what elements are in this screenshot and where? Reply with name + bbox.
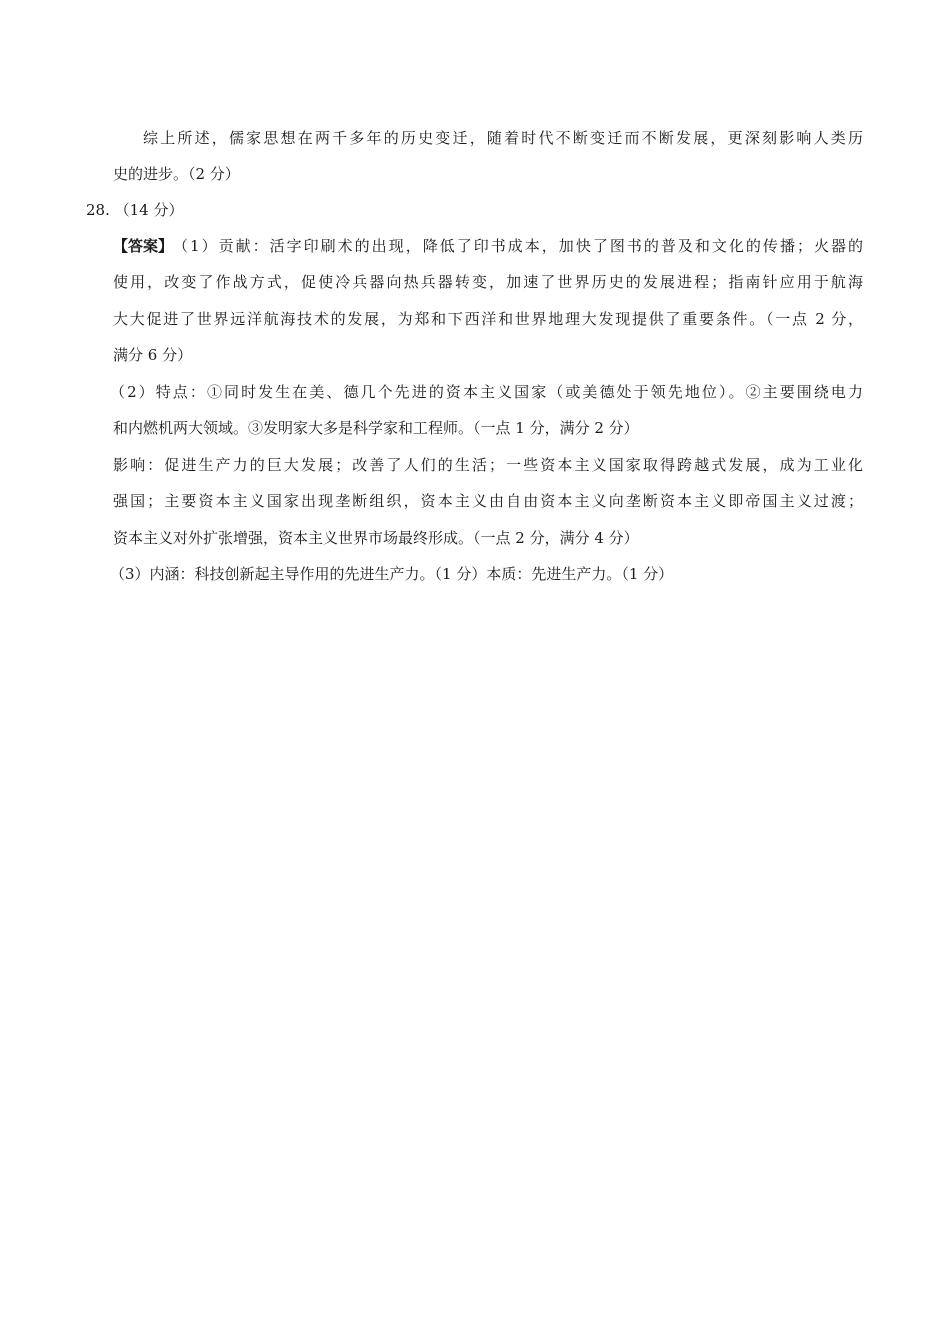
answer-part1-line3: 大大促进了世界远洋航海技术的发展，为郑和下西洋和世界地理大发现提供了重要条件。（一点 2 分，: [113, 310, 863, 328]
summary-line-1: 综上所述，儒家思想在两千多年的历史变迁，随着时代不断变迁而不断发展，更深刻影响人类历: [143, 129, 863, 147]
answer-part3-line1: （3）内涵：科技创新起主导作用的先进生产力。（1 分）本质：先进生产力。（1 分）: [110, 565, 674, 583]
answer-part2-line5: 资本主义对外扩张增强，资本主义世界市场最终形成。（一点 2 分，满分 4 分）: [113, 529, 639, 547]
answer-part1-line4: 满分 6 分）: [113, 346, 193, 364]
answer-part1-line1: （1）贡献：活字印刷术的出现，降低了印书成本，加快了图书的普及和文化的传播；火器的: [173, 237, 863, 255]
question-number: 28.: [86, 201, 110, 219]
question-header: [86, 200, 184, 220]
answer-part2-line2: 和内燃机两大领域。③发明家大多是科学家和工程师。（一点 1 分，满分 2 分）: [113, 419, 639, 437]
question-score: （14 分）: [114, 201, 184, 219]
answer-part2-line4: 强国；主要资本主义国家出现垄断组织，资本主义由自由资本主义向垄断资本主义即帝国主义过渡；: [113, 492, 863, 510]
answer-part1-line2: 使用，改变了作战方式，促使冷兵器向热兵器转变，加速了世界历史的发展进程；指南针应用于航海: [113, 273, 863, 291]
summary-line-2: 史的进步。（2 分）: [113, 165, 240, 183]
answer-line-1: [113, 236, 863, 256]
answer-label: 【答案】: [113, 237, 174, 255]
answer-part2-line1: （2）特点：①同时发生在美、德几个先进的资本主义国家（或美德处于领先地位）。②主要围绕电力: [110, 383, 863, 401]
answer-part2-line3: 影响：促进生产力的巨大发展；改善了人们的生活；一些资本主义国家取得跨越式发展，成为工业化: [113, 456, 863, 474]
